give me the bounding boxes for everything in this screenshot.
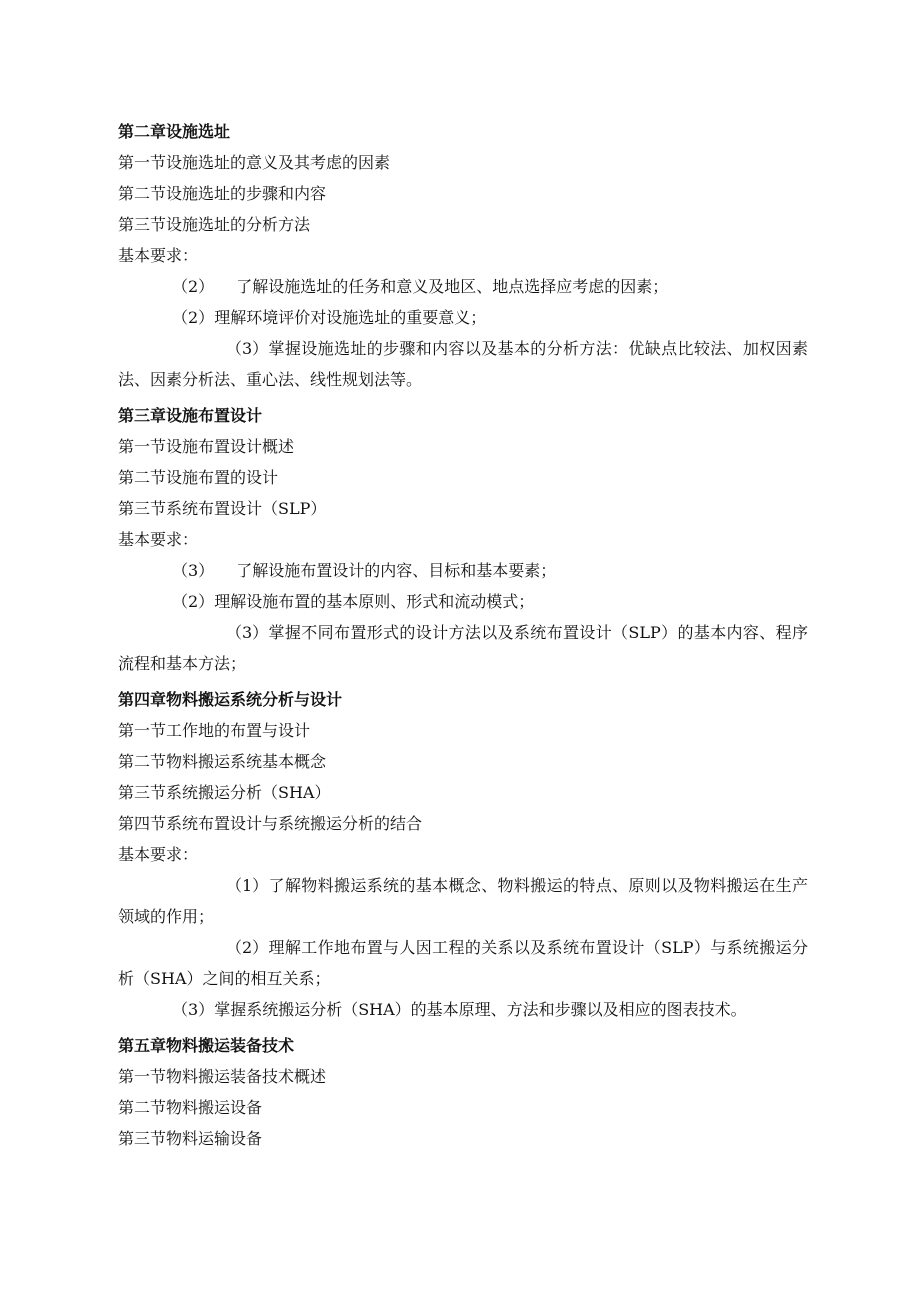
section-line: 第一节设施选址的意义及其考虑的因素 [118, 153, 391, 172]
section-line: 第一节设施布置设计概述 [118, 437, 295, 456]
requirement-number: （3） [226, 623, 269, 642]
requirement-item [118, 617, 808, 679]
requirement-number: （2） [226, 938, 269, 957]
chapter-title: 第二章设施选址 [118, 122, 231, 141]
section-line: 第三节物料运输设备 [118, 1129, 263, 1148]
document-body [118, 116, 808, 1154]
section-line: 第一节物料搬运装备技术概述 [118, 1067, 327, 1086]
chapter-title: 第四章物料搬运系统分析与设计 [118, 690, 343, 709]
requirement-item [118, 271, 808, 302]
requirements-label: 基本要求： [118, 246, 199, 265]
requirement-text: 掌握不同布置形式的设计方法以及系统布置设计（SLP）的基本内容、程序流程和基本方法； [118, 623, 808, 673]
section-line: 第三节系统搬运分析（SHA） [118, 783, 331, 802]
section-line: 第二节设施布置的设计 [118, 468, 279, 487]
requirements-label: 基本要求： [118, 845, 199, 864]
requirement-number: （2） [172, 308, 215, 327]
section-line: 第四节系统布置设计与系统搬运分析的结合 [118, 814, 423, 833]
requirement-item [118, 302, 808, 333]
requirement-text: 了解设施布置设计的内容、目标和基本要素； [236, 561, 557, 580]
requirement-text: 理解环境评价对设施选址的重要意义； [214, 308, 487, 327]
requirements-label: 基本要求： [118, 530, 199, 549]
requirement-item [118, 994, 808, 1025]
requirement-text: 理解设施布置的基本原则、形式和流动模式； [214, 592, 535, 611]
section-line: 第三节系统布置设计（SLP） [118, 499, 327, 518]
requirement-text: 掌握系统搬运分析（SHA）的基本原理、方法和步骤以及相应的图表技术。 [214, 1000, 747, 1019]
requirement-item [118, 870, 808, 932]
requirement-item [118, 333, 808, 395]
requirement-item [118, 555, 808, 586]
requirement-number: （3） [172, 561, 215, 580]
requirement-number: （2） [172, 277, 215, 296]
chapter-title: 第五章物料搬运装备技术 [118, 1036, 295, 1055]
requirement-number: （2） [172, 592, 215, 611]
requirement-text: 了解设施选址的任务和意义及地区、地点选择应考虑的因素； [236, 277, 669, 296]
requirement-number: （3） [172, 1000, 215, 1019]
requirement-text: 掌握设施选址的步骤和内容以及基本的分析方法：优缺点比较法、加权因素法、因素分析法、重心法、线性规划法等。 [118, 339, 808, 389]
requirement-item [118, 586, 808, 617]
requirement-number: （1） [226, 876, 269, 895]
requirement-number: （3） [226, 339, 269, 358]
chapter-title: 第三章设施布置设计 [118, 406, 263, 425]
section-line: 第二节物料搬运系统基本概念 [118, 752, 327, 771]
requirement-item [118, 932, 808, 994]
section-line: 第一节工作地的布置与设计 [118, 721, 311, 740]
section-line: 第二节设施选址的步骤和内容 [118, 184, 327, 203]
section-line: 第三节设施选址的分析方法 [118, 215, 311, 234]
requirement-text: 理解工作地布置与人因工程的关系以及系统布置设计（SLP）与系统搬运分析（SHA）之间的相互关系； [118, 938, 808, 988]
requirement-text: 了解物料搬运系统的基本概念、物料搬运的特点、原则以及物料搬运在生产领域的作用； [118, 876, 808, 926]
section-line: 第二节物料搬运设备 [118, 1098, 263, 1117]
